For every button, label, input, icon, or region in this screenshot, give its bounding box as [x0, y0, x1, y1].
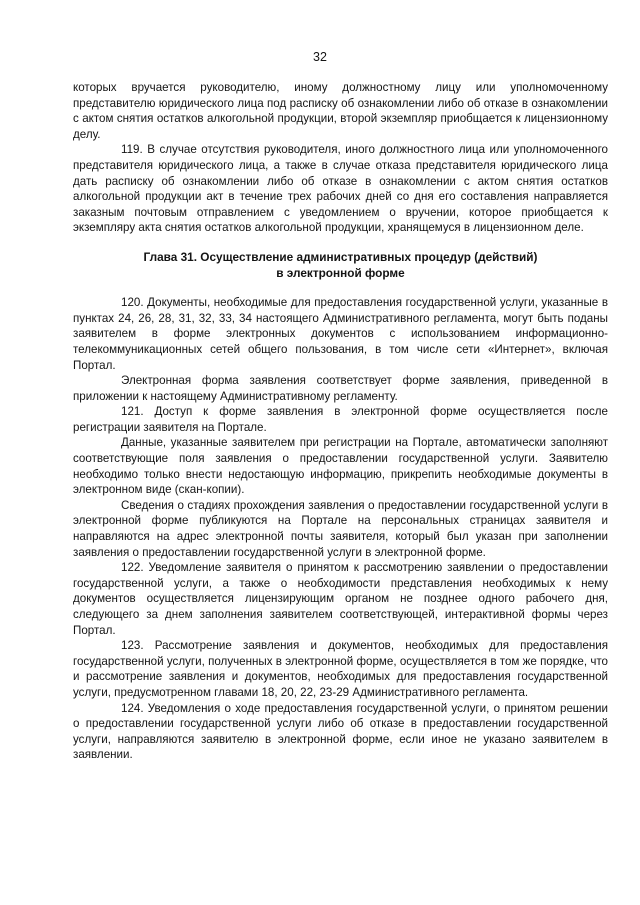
document-body	[73, 80, 608, 763]
paragraph-121: 121. Доступ к форме заявления в электронной форме осуществляется после регистрации заявителя на Портале.	[73, 405, 608, 434]
paragraph-122: 122. Уведомление заявителя о принятом к рассмотрению заявлении о предоставлении государственной услуги, а также о необходимости представления необходимых к нему документов осуществляется лицензирующим органом не позднее одного рабочего дня, следующего за днем заполнения заявителем соответствующей, интерактивной формы через Портал.	[73, 561, 608, 637]
paragraph-119: 119. В случае отсутствия руководителя, иного должностного лица или уполномоченного представителя юридического лица, а также в случае отказа представителя юридического лица дать расписку об ознакомлении либо об отказе в ознакомлении с актом снятия остатков алкогольной продукции акт в течение трех рабочих дней со дня его составления направляется заказным почтовым отправлением с уведомлением о вручении, которое приобщается к экземпляру акта снятия остатков алкогольной продукции, хранящемуся в лицензионном деле.	[73, 143, 608, 235]
chapter-heading	[73, 250, 608, 281]
chapter-heading-line-1: Глава 31. Осуществление административных процедур (действий)	[143, 249, 538, 264]
paragraph-124: 124. Уведомления о ходе предоставления государственной услуги, о принятом решении о предоставлении государственной услуги либо об отказе в предоставлении государственной услуги, направляются заявителю в электронной форме, если иное не указано заявителем в заявлении.	[73, 701, 608, 762]
paragraph-electronic-form: Электронная форма заявления соответствует форме заявления, приведенной в приложении к настоящему Административному регламенту.	[73, 374, 608, 403]
chapter-heading-line-2: в электронной форме	[276, 265, 405, 280]
paragraph-123: 123. Рассмотрение заявления и документов, необходимых для предоставления государственной услуги, полученных в электронной форме, осуществляется в том же порядке, что и рассмотрение заявления и документов, необходимых для предоставления государственной услуги, предусмотренном главами 18, 20, 22, 23-29 Административного регламента.	[73, 639, 608, 699]
page-number: 32	[313, 50, 327, 64]
paragraph-120: 120. Документы, необходимые для предоставления государственной услуги, указанные в пунктах 24, 26, 28, 31, 32, 33, 34 настоящего Административного регламента, могут быть поданы заявителем в форме электронных документов с использованием информационно-телекоммуникационных сетей общего пользования, в том числе сети «Интернет», включая Портал.	[73, 296, 608, 372]
paragraph-continuation: которых вручается руководителю, иному должностному лицу или уполномоченному представителю юридического лица под расписку об ознакомлении либо об отказе в ознакомлении с актом снятия остатков алкогольной продукции, второй экземпляр приобщается к лицензионному делу.	[73, 81, 608, 141]
paragraph-registration-data: Данные, указанные заявителем при регистрации на Портале, автоматически заполняют соответствующие поля заявления о предоставлении государственной услуги. Заявителю необходимо только внести недостающую информацию, прикрепить необходимые документы в электронном виде (скан-копии).	[73, 436, 608, 497]
paragraph-status-info: Сведения о стадиях прохождения заявления о предоставлении государственной услуги в электронной форме публикуются на Портале на персональных страницах заявителя и направляются на адрес электронной почты заявителя, который был указан при заполнении заявления о предоставлении государственной услуги в электронной форме.	[73, 498, 608, 559]
